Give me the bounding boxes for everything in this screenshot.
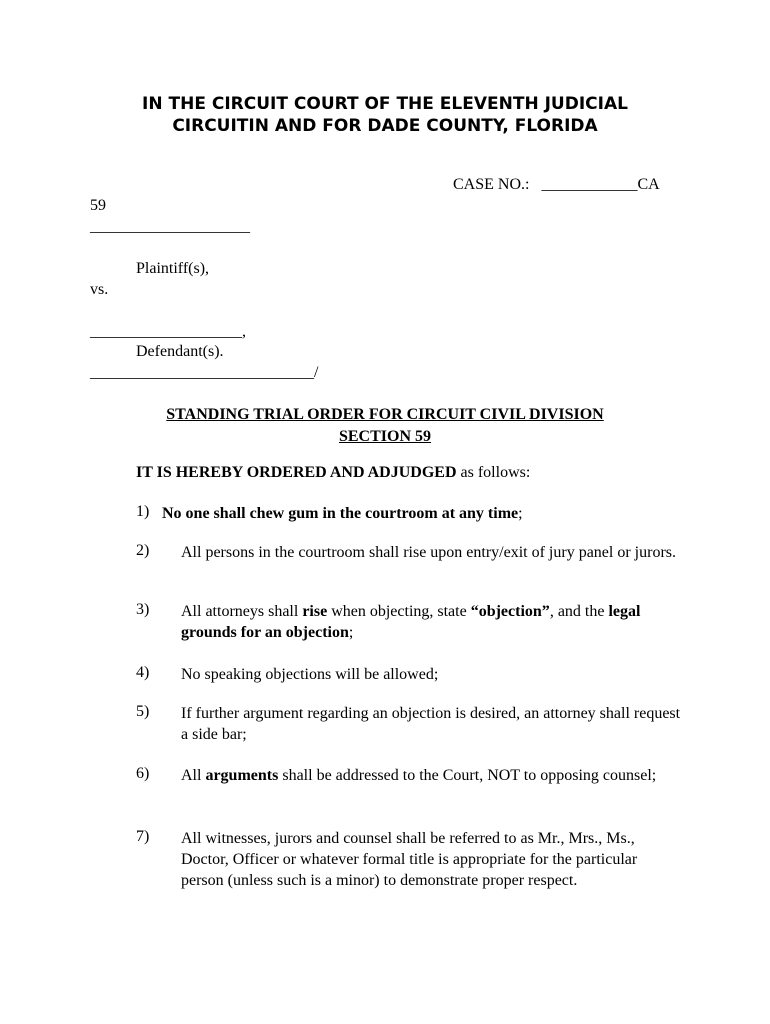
order-item-text	[181, 828, 681, 891]
order-item-segment: shall be addressed to the Court, NOT to opposing counsel;	[278, 767, 657, 784]
caption-closing-line: ____________________________/	[90, 364, 319, 381]
order-item-emphasis: “objection”	[470, 603, 550, 620]
order-item-text	[181, 601, 681, 643]
order-item-emphasis: legal grounds for an objection	[181, 603, 641, 641]
order-item-text	[162, 503, 682, 524]
order-item-number: 1)	[136, 503, 150, 520]
order-item-emphasis: rise	[302, 603, 328, 620]
case-number-label: CASE NO.:	[453, 176, 530, 193]
order-title	[120, 404, 650, 448]
order-title-line-2: SECTION 59	[338, 428, 432, 445]
order-item-segment: when objecting, state	[327, 603, 471, 620]
order-item-segment: All persons in the courtroom shall rise upon entry/exit of jury panel or jurors.	[181, 544, 677, 561]
order-item-number: 2)	[136, 542, 150, 559]
order-item-emphasis: No one shall chew gum in the courtroom at any time	[162, 505, 519, 522]
order-item-segment: No speaking objections will be allowed;	[181, 666, 439, 683]
order-intro-bold: IT IS HEREBY ORDERED AND ADJUDGED	[136, 464, 457, 481]
court-heading-line-2: CIRCUITIN AND FOR DADE COUNTY, FLORIDA	[172, 116, 598, 136]
order-item-segment: All witnesses, jurors and counsel shall be referred to as Mr., Mrs., Ms., Doctor, Officer or whatever formal title is appropriate for the particular person (unless such is a minor) to demonstrate proper respect.	[181, 830, 638, 889]
order-item-segment: ;	[518, 505, 523, 522]
order-item-segment: All attorneys shall	[181, 603, 303, 620]
order-item-number: 6)	[136, 765, 150, 782]
order-item-number: 3)	[136, 601, 150, 618]
order-title-line-1: STANDING TRIAL ORDER FOR CIRCUIT CIVIL DIVISION	[166, 406, 604, 423]
plaintiff-name-blank: ____________________	[90, 218, 250, 235]
order-item-segment: ;	[348, 624, 354, 641]
defendant-label: Defendant(s).	[136, 343, 224, 360]
versus-label: vs.	[90, 281, 109, 298]
order-intro-rest: as follows:	[456, 464, 531, 481]
order-item-number: 5)	[136, 703, 150, 720]
case-number-line	[453, 176, 660, 194]
order-intro	[136, 464, 530, 482]
order-item-text	[181, 664, 681, 685]
court-heading-line-1: IN THE CIRCUIT COURT OF THE ELEVENTH JUDICIAL	[142, 94, 628, 114]
order-item-number: 4)	[136, 664, 150, 681]
plaintiff-label: Plaintiff(s),	[136, 260, 210, 277]
order-item-text	[181, 703, 681, 745]
case-number-suffix: CA	[637, 176, 660, 193]
order-item-text	[181, 765, 681, 786]
case-division: 59	[90, 197, 106, 214]
order-item-segment: If further argument regarding an objection is desired, an attorney shall request a side bar;	[181, 705, 681, 743]
case-number-blank: ____________	[541, 176, 638, 193]
order-item-segment: All	[181, 767, 206, 784]
order-item-number: 7)	[136, 828, 150, 845]
court-heading	[0, 93, 770, 137]
order-item-text	[181, 542, 681, 563]
order-item-emphasis: arguments	[205, 767, 279, 784]
defendant-name-blank: ___________________,	[90, 323, 246, 340]
order-item-segment: , and the	[549, 603, 609, 620]
